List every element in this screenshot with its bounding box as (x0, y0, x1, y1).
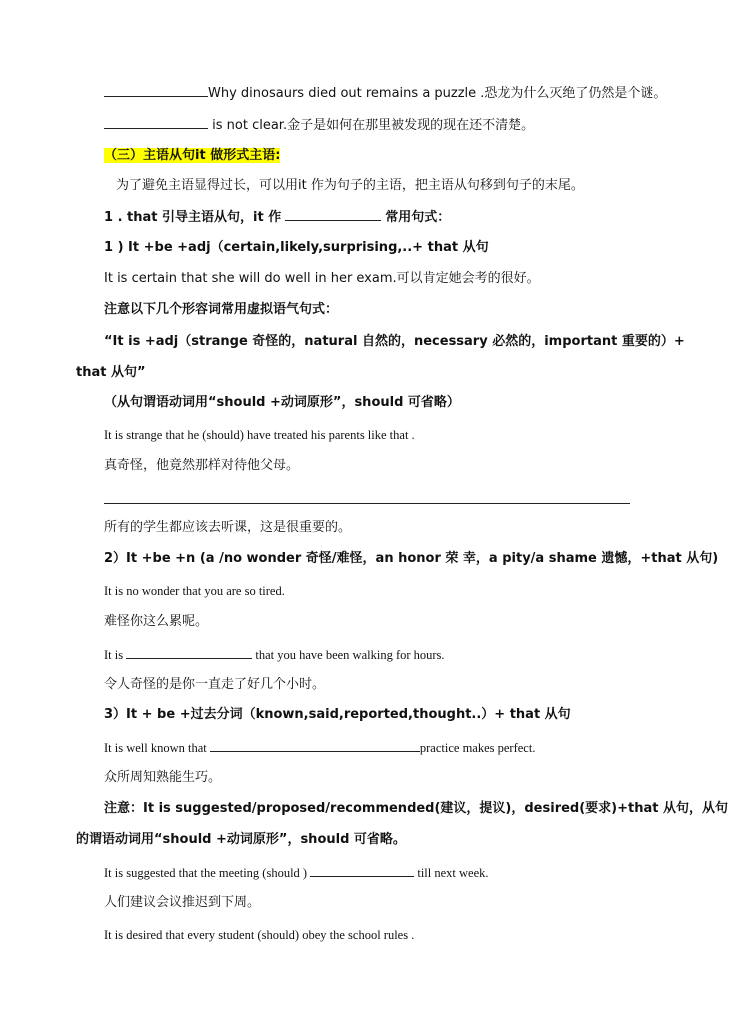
item-1 (104, 208, 450, 226)
example-4-en: It is no wonder that you are so tired. (104, 584, 285, 598)
pattern-3: 3）It + be +过去分词（known,said,reported,thought..）+ that 从句 (104, 707, 571, 722)
example-7-cn: 人们建议会议推迟到下周。 (104, 895, 261, 910)
example-5-cn: 令人奇怪的是你一直走了好几个小时。 (104, 677, 326, 692)
answer-line (104, 503, 630, 504)
example-5-en (104, 646, 445, 663)
section-heading (104, 148, 280, 164)
example-6-end: practice makes perfect. (419, 741, 536, 755)
item-1-suffix: 常用句式： (385, 210, 451, 225)
line-text: is not clear.金子是如何在那里被发现的现在还不清楚。 (208, 118, 535, 133)
answer-blank (285, 208, 381, 221)
highlighted-heading: （三）主语从句it 做形式主语: (104, 148, 281, 163)
pattern-2: 2）It +be +n (a /no wonder 奇怪/难怪，an honor 荣 幸，a pity/a shame 遗憾，+that 从句) (104, 551, 719, 566)
example-2-en: It is strange that he (should) have treated his parents like that . (104, 428, 415, 442)
example-8-en: It is desired that every student (should) obey the school rules . (104, 928, 415, 942)
answer-blank (104, 84, 208, 97)
quote-line-2: that 从句” (76, 365, 146, 380)
line-gold (104, 116, 534, 134)
quote-line-1: “It is +adj（strange 奇怪的，natural 自然的，necessary 必然的，important 重要的）+ (104, 334, 685, 349)
example-6-start: It is well known that (104, 741, 207, 755)
example-7-start: It is suggested that the meeting (should ) (104, 866, 308, 880)
answer-blank (104, 116, 208, 129)
example-7-en (104, 864, 489, 881)
example-4-cn: 难怪你这么累呢。 (104, 614, 209, 629)
example-5-start: It is (104, 648, 124, 662)
note-2-line-1: 注意：It is suggested/proposed/recommended(建议，提议)，desired(要求)+that 从句，从句 (104, 801, 728, 816)
intro-paragraph: 为了避免主语显得过长，可以用it 作为句子的主语，把主语从句移到句子的末尾。 (116, 178, 584, 193)
note-2-line-2: 的谓语动词用“should +动词原形”，should 可省略。 (76, 832, 406, 847)
example-6-en (104, 739, 535, 756)
example-5-end: that you have been walking for hours. (252, 648, 445, 662)
example-6-cn: 众所周知熟能生巧。 (104, 770, 222, 785)
answer-blank (310, 864, 414, 877)
answer-blank (126, 646, 252, 659)
item-1-text: 1 . that 引导主语从句，it 作 (104, 210, 282, 225)
example-7-end: till next week. (414, 866, 489, 880)
note-1: 注意以下几个形容词常用虚拟语气句式： (104, 302, 339, 317)
subjunctive-note: （从句谓语动词用“should +动词原形”，should 可省略） (104, 395, 460, 410)
line-text: Why dinosaurs died out remains a puzzle .恐龙为什么灭绝了仍然是个谜。 (208, 86, 667, 101)
example-1: It is certain that she will do well in her exam.可以肯定她会考的很好。 (104, 271, 540, 286)
example-3-cn: 所有的学生都应该去听课，这是很重要的。 (104, 520, 352, 535)
example-2-cn: 真奇怪，他竟然那样对待他父母。 (104, 458, 300, 473)
pattern-1: 1 ) It +be +adj（certain,likely,surprising,..+ that 从句 (104, 240, 489, 255)
answer-blank (210, 739, 420, 752)
line-dinosaurs (104, 84, 666, 102)
